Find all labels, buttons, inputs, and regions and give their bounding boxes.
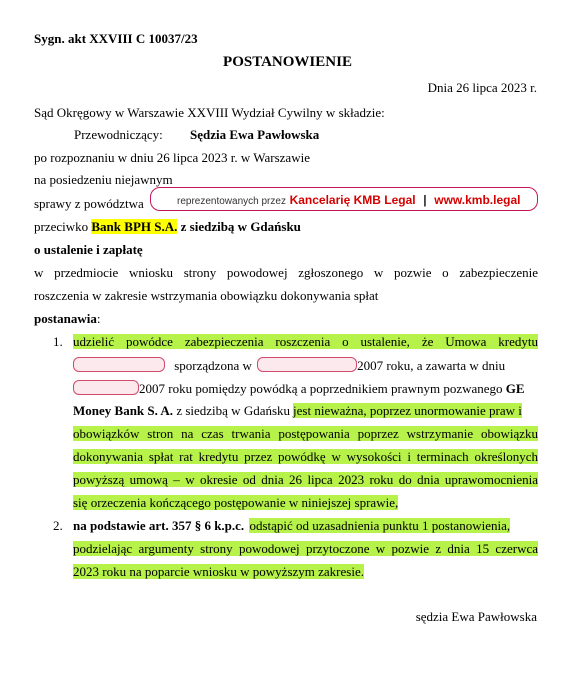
decides-word: postanawia — [34, 311, 97, 326]
law-firm-stamp — [150, 187, 538, 211]
item-2-number: 2. — [53, 518, 63, 533]
presiding-label: Przewodniczący: — [74, 127, 163, 142]
stamp-firm-name: Kancelarię KMB Legal — [289, 193, 416, 207]
court-composition: Sąd Okręgowy w Warszawie XXVIII Wydział Cywilny w składzie: — [34, 105, 385, 120]
item-1-line-4: Money Bank S. A. z siedzibą w Gdańsku jest nieważna, poprzez unormowanie praw i — [73, 403, 522, 418]
case-prefix: sprawy z powództwa — [34, 196, 144, 211]
session-line: na posiedzeniu niejawnym — [34, 172, 173, 187]
decides-colon: : — [96, 311, 101, 326]
item-1-number: 1. — [53, 334, 63, 349]
presiding-judge-name: Sędzia Ewa Pawłowska — [190, 127, 320, 142]
motion-line-2: roszczenia w zakresie wstrzymania obowiązku dokonywania spłat — [34, 288, 379, 303]
redaction-box — [73, 357, 165, 372]
redaction-box — [257, 357, 357, 372]
defendant-bank-seat: z siedzibą w Gdańsku — [180, 219, 301, 234]
against-line — [34, 219, 301, 235]
defendant-bank-name: Bank BPH S.A. — [91, 219, 178, 234]
item-1-line-6: dokonywania spłat rat kredytu przez powódkę w wysokości i terminach określonych — [73, 449, 538, 464]
considered-line: po rozpoznaniu w dniu 26 lipca 2023 r. w Warszawie — [34, 150, 310, 165]
item-1-line-2: sporządzona w 2007 roku, a zawarta w dniu — [73, 357, 538, 374]
item-1-line-8: się orzeczenia kończącego postępowanie w niniejszej sprawie, — [73, 495, 399, 510]
item-2-line-3: 2023 roku na poparcie wniosku w powyższym zakresie. — [73, 564, 364, 579]
judge-signature: sędzia Ewa Pawłowska — [415, 609, 537, 624]
stamp-prefix: reprezentowanych przez — [177, 196, 286, 207]
case-subject: o ustalenie i zapłatę — [34, 242, 143, 257]
against-label: przeciwko — [34, 219, 89, 234]
document-date: Dnia 26 lipca 2023 r. — [427, 80, 537, 95]
item-1-line-5: obowiązków stron na czas trwania postępowania poprzez wstrzymanie obowiązku — [73, 426, 538, 441]
stamp-separator: | — [423, 193, 427, 207]
decides-line — [34, 311, 100, 327]
item-1-line-1: udzielić powódce zabezpieczenia roszczenia o ustalenie, że Umowa kredytu — [73, 334, 538, 349]
item-1-line-3: 2007 roku pomiędzy powódką a poprzednikiem prawnym pozwanego GE — [73, 380, 525, 397]
item-1-line-7: powyższą umową – w okresie od dnia 26 lipca 2023 roku do dnia uprawomocnienia — [73, 472, 538, 487]
motion-line-1: w przedmiocie wniosku strony powodowej zgłoszonego w pozwie o zabezpieczenie — [34, 265, 538, 280]
stamp-url: www.kmb.legal — [434, 193, 521, 207]
item-2-line-1: na podstawie art. 357 § 6 k.p.c. odstąpić od uzasadnienia punktu 1 postanowienia, — [73, 518, 511, 533]
redaction-box — [73, 380, 139, 395]
case-number: Sygn. akt XXVIII C 10037/23 — [34, 31, 198, 46]
item-2-line-2: podzielając argumenty strony powodowej przytoczone w pozwie z dnia 15 czerwca — [73, 541, 538, 556]
document-title: POSTANOWIENIE — [223, 54, 352, 70]
